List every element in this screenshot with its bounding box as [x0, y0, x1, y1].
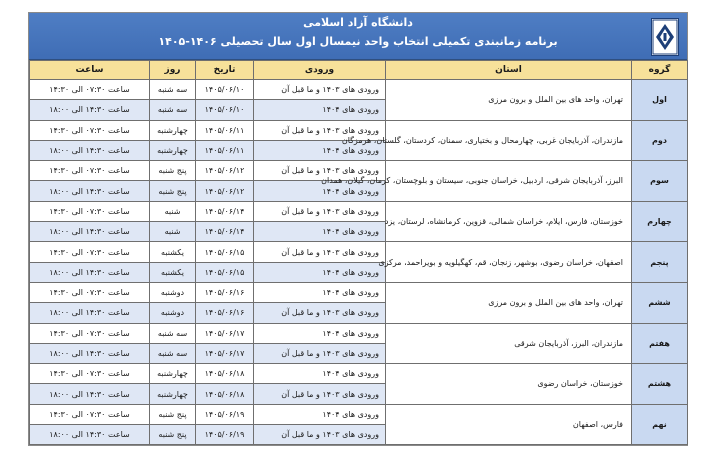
- group-name: هشتم: [632, 364, 688, 405]
- hour-cell: ساعت ۱۴:۳۰ الی ۱۸:۰۰: [30, 140, 150, 160]
- province-list: خوزستان، فارس، ایلام، خراسان شمالی، قزوین، کرمانشاه، لرستان، یزد: [386, 201, 632, 242]
- hour-cell: ساعت ۰۷:۳۰ الی ۱۴:۳۰: [30, 323, 150, 343]
- hour-cell: ساعت ۰۷:۳۰ الی ۱۴:۳۰: [30, 282, 150, 302]
- date-cell: ۱۴۰۵/۰۶/۱۴: [196, 201, 254, 221]
- hour-cell: ساعت ۰۷:۳۰ الی ۱۴:۳۰: [30, 80, 150, 100]
- date-cell: ۱۴۰۵/۰۶/۱۶: [196, 282, 254, 302]
- hour-cell: ساعت ۰۷:۳۰ الی ۱۴:۳۰: [30, 120, 150, 140]
- date-cell: ۱۴۰۵/۰۶/۱۰: [196, 80, 254, 100]
- document-header: [29, 13, 687, 60]
- day-cell: دوشنبه: [150, 303, 196, 323]
- entry-cell: ورودی های ۱۴۰۴: [254, 222, 386, 242]
- province-list: خوزستان، خراسان رضوی: [386, 364, 632, 405]
- column-header-day: روز: [150, 61, 196, 80]
- column-header-group: گروه: [632, 61, 688, 80]
- entry-cell: ورودی های ۱۴۰۳ و ما قبل آن: [254, 425, 386, 445]
- day-cell: چهارشنبه: [150, 140, 196, 160]
- day-cell: شنبه: [150, 201, 196, 221]
- date-cell: ۱۴۰۵/۰۶/۱۹: [196, 404, 254, 424]
- entry-cell: ورودی های ۱۴۰۳ و ما قبل آن: [254, 242, 386, 262]
- day-cell: سه شنبه: [150, 100, 196, 120]
- entry-cell: ورودی های ۱۴۰۳ و ما قبل آن: [254, 161, 386, 181]
- date-cell: ۱۴۰۵/۰۶/۱۲: [196, 181, 254, 201]
- entry-cell: ورودی های ۱۴۰۳ و ما قبل آن: [254, 384, 386, 404]
- entry-cell: ورودی های ۱۴۰۳ و ما قبل آن: [254, 343, 386, 363]
- day-cell: پنج شنبه: [150, 161, 196, 181]
- entry-cell: ورودی های ۱۴۰۳ و ما قبل آن: [254, 80, 386, 100]
- group-name: سوم: [632, 161, 688, 202]
- hour-cell: ساعت ۱۴:۳۰ الی ۱۸:۰۰: [30, 384, 150, 404]
- group-name: دوم: [632, 120, 688, 161]
- date-cell: ۱۴۰۵/۰۶/۱۲: [196, 161, 254, 181]
- hour-cell: ساعت ۰۷:۳۰ الی ۱۴:۳۰: [30, 161, 150, 181]
- date-cell: ۱۴۰۵/۰۶/۱۱: [196, 120, 254, 140]
- province-list: فارس، اصفهان: [386, 404, 632, 445]
- day-cell: دوشنبه: [150, 282, 196, 302]
- day-cell: چهارشنبه: [150, 384, 196, 404]
- day-cell: چهارشنبه: [150, 120, 196, 140]
- entry-cell: ورودی های ۱۴۰۴: [254, 181, 386, 201]
- group-name: نهم: [632, 404, 688, 445]
- hour-cell: ساعت ۱۴:۳۰ الی ۱۸:۰۰: [30, 222, 150, 242]
- day-cell: پنج شنبه: [150, 425, 196, 445]
- table-header-row: [30, 61, 688, 80]
- entry-cell: ورودی های ۱۴۰۴: [254, 140, 386, 160]
- table-row: [30, 161, 688, 181]
- entry-cell: ورودی های ۱۴۰۴: [254, 100, 386, 120]
- date-cell: ۱۴۰۵/۰۶/۱۷: [196, 323, 254, 343]
- province-list: مازندران، البرز، آذربایجان شرقی: [386, 323, 632, 364]
- date-cell: ۱۴۰۵/۰۶/۱۸: [196, 384, 254, 404]
- table-row: [30, 364, 688, 384]
- day-cell: سه شنبه: [150, 323, 196, 343]
- university-name: دانشگاه آزاد اسلامی: [303, 16, 413, 29]
- schedule-document: [28, 12, 688, 446]
- hour-cell: ساعت ۱۴:۳۰ الی ۱۸:۰۰: [30, 100, 150, 120]
- hour-cell: ساعت ۱۴:۳۰ الی ۱۸:۰۰: [30, 262, 150, 282]
- date-cell: ۱۴۰۵/۰۶/۱۹: [196, 425, 254, 445]
- day-cell: سه شنبه: [150, 80, 196, 100]
- province-list: البرز، آذربایجان شرقی، اردبیل، خراسان جنوبی، سیستان و بلوچستان، کرمان، گیلان، همدان: [386, 161, 632, 202]
- group-name: اول: [632, 80, 688, 121]
- column-header-province: استان: [386, 61, 632, 80]
- entry-cell: ورودی های ۱۴۰۴: [254, 364, 386, 384]
- table-row: [30, 242, 688, 262]
- table-row: [30, 282, 688, 302]
- date-cell: ۱۴۰۵/۰۶/۱۱: [196, 140, 254, 160]
- day-cell: شنبه: [150, 222, 196, 242]
- schedule-table: [29, 60, 688, 445]
- date-cell: ۱۴۰۵/۰۶/۱۸: [196, 364, 254, 384]
- date-cell: ۱۴۰۵/۰۶/۱۶: [196, 303, 254, 323]
- date-cell: ۱۴۰۵/۰۶/۱۷: [196, 343, 254, 363]
- day-cell: یکشنبه: [150, 242, 196, 262]
- university-logo-icon: [651, 18, 679, 56]
- hour-cell: ساعت ۰۷:۳۰ الی ۱۴:۳۰: [30, 201, 150, 221]
- column-header-hour: ساعت: [30, 61, 150, 80]
- date-cell: ۱۴۰۵/۰۶/۱۴: [196, 222, 254, 242]
- hour-cell: ساعت ۱۴:۳۰ الی ۱۸:۰۰: [30, 425, 150, 445]
- province-list: مازندران، آذربایجان غربی، چهارمحال و بختیاری، سمنان، کردستان، گلستان، هرمزگان: [386, 120, 632, 161]
- hour-cell: ساعت ۰۷:۳۰ الی ۱۴:۳۰: [30, 404, 150, 424]
- province-list: اصفهان، خراسان رضوی، بوشهر، زنجان، قم، کهگیلویه و بویراحمد، مرکزی: [386, 242, 632, 283]
- date-cell: ۱۴۰۵/۰۶/۱۵: [196, 262, 254, 282]
- group-name: هفتم: [632, 323, 688, 364]
- day-cell: چهارشنبه: [150, 364, 196, 384]
- entry-cell: ورودی های ۱۴۰۴: [254, 404, 386, 424]
- program-title: برنامه زمانبندی تکمیلی انتخاب واحد نیمسال اول سال تحصیلی ۱۴۰۶-۱۴۰۵: [158, 35, 558, 48]
- entry-cell: ورودی های ۱۴۰۴: [254, 282, 386, 302]
- table-row: [30, 120, 688, 140]
- province-list: تهران، واحد های بین الملل و برون مرزی: [386, 80, 632, 121]
- table-row: [30, 201, 688, 221]
- hour-cell: ساعت ۱۴:۳۰ الی ۱۸:۰۰: [30, 343, 150, 363]
- entry-cell: ورودی های ۱۴۰۳ و ما قبل آن: [254, 120, 386, 140]
- hour-cell: ساعت ۱۴:۳۰ الی ۱۸:۰۰: [30, 181, 150, 201]
- table-row: [30, 404, 688, 424]
- group-name: پنجم: [632, 242, 688, 283]
- table-row: [30, 80, 688, 100]
- day-cell: پنج شنبه: [150, 181, 196, 201]
- schedule-body: [30, 80, 688, 445]
- date-cell: ۱۴۰۵/۰۶/۱۰: [196, 100, 254, 120]
- day-cell: پنج شنبه: [150, 404, 196, 424]
- column-header-date: تاریخ: [196, 61, 254, 80]
- day-cell: سه شنبه: [150, 343, 196, 363]
- group-name: چهارم: [632, 201, 688, 242]
- entry-cell: ورودی های ۱۴۰۳ و ما قبل آن: [254, 303, 386, 323]
- hour-cell: ساعت ۰۷:۳۰ الی ۱۴:۳۰: [30, 242, 150, 262]
- entry-cell: ورودی های ۱۴۰۴: [254, 323, 386, 343]
- table-row: [30, 323, 688, 343]
- column-header-entry: ورودی: [254, 61, 386, 80]
- day-cell: یکشنبه: [150, 262, 196, 282]
- date-cell: ۱۴۰۵/۰۶/۱۵: [196, 242, 254, 262]
- hour-cell: ساعت ۰۷:۳۰ الی ۱۴:۳۰: [30, 364, 150, 384]
- hour-cell: ساعت ۱۴:۳۰ الی ۱۸:۰۰: [30, 303, 150, 323]
- entry-cell: ورودی های ۱۴۰۴: [254, 262, 386, 282]
- province-list: تهران، واحد های بین الملل و برون مرزی: [386, 282, 632, 323]
- entry-cell: ورودی های ۱۴۰۳ و ما قبل آن: [254, 201, 386, 221]
- group-name: ششم: [632, 282, 688, 323]
